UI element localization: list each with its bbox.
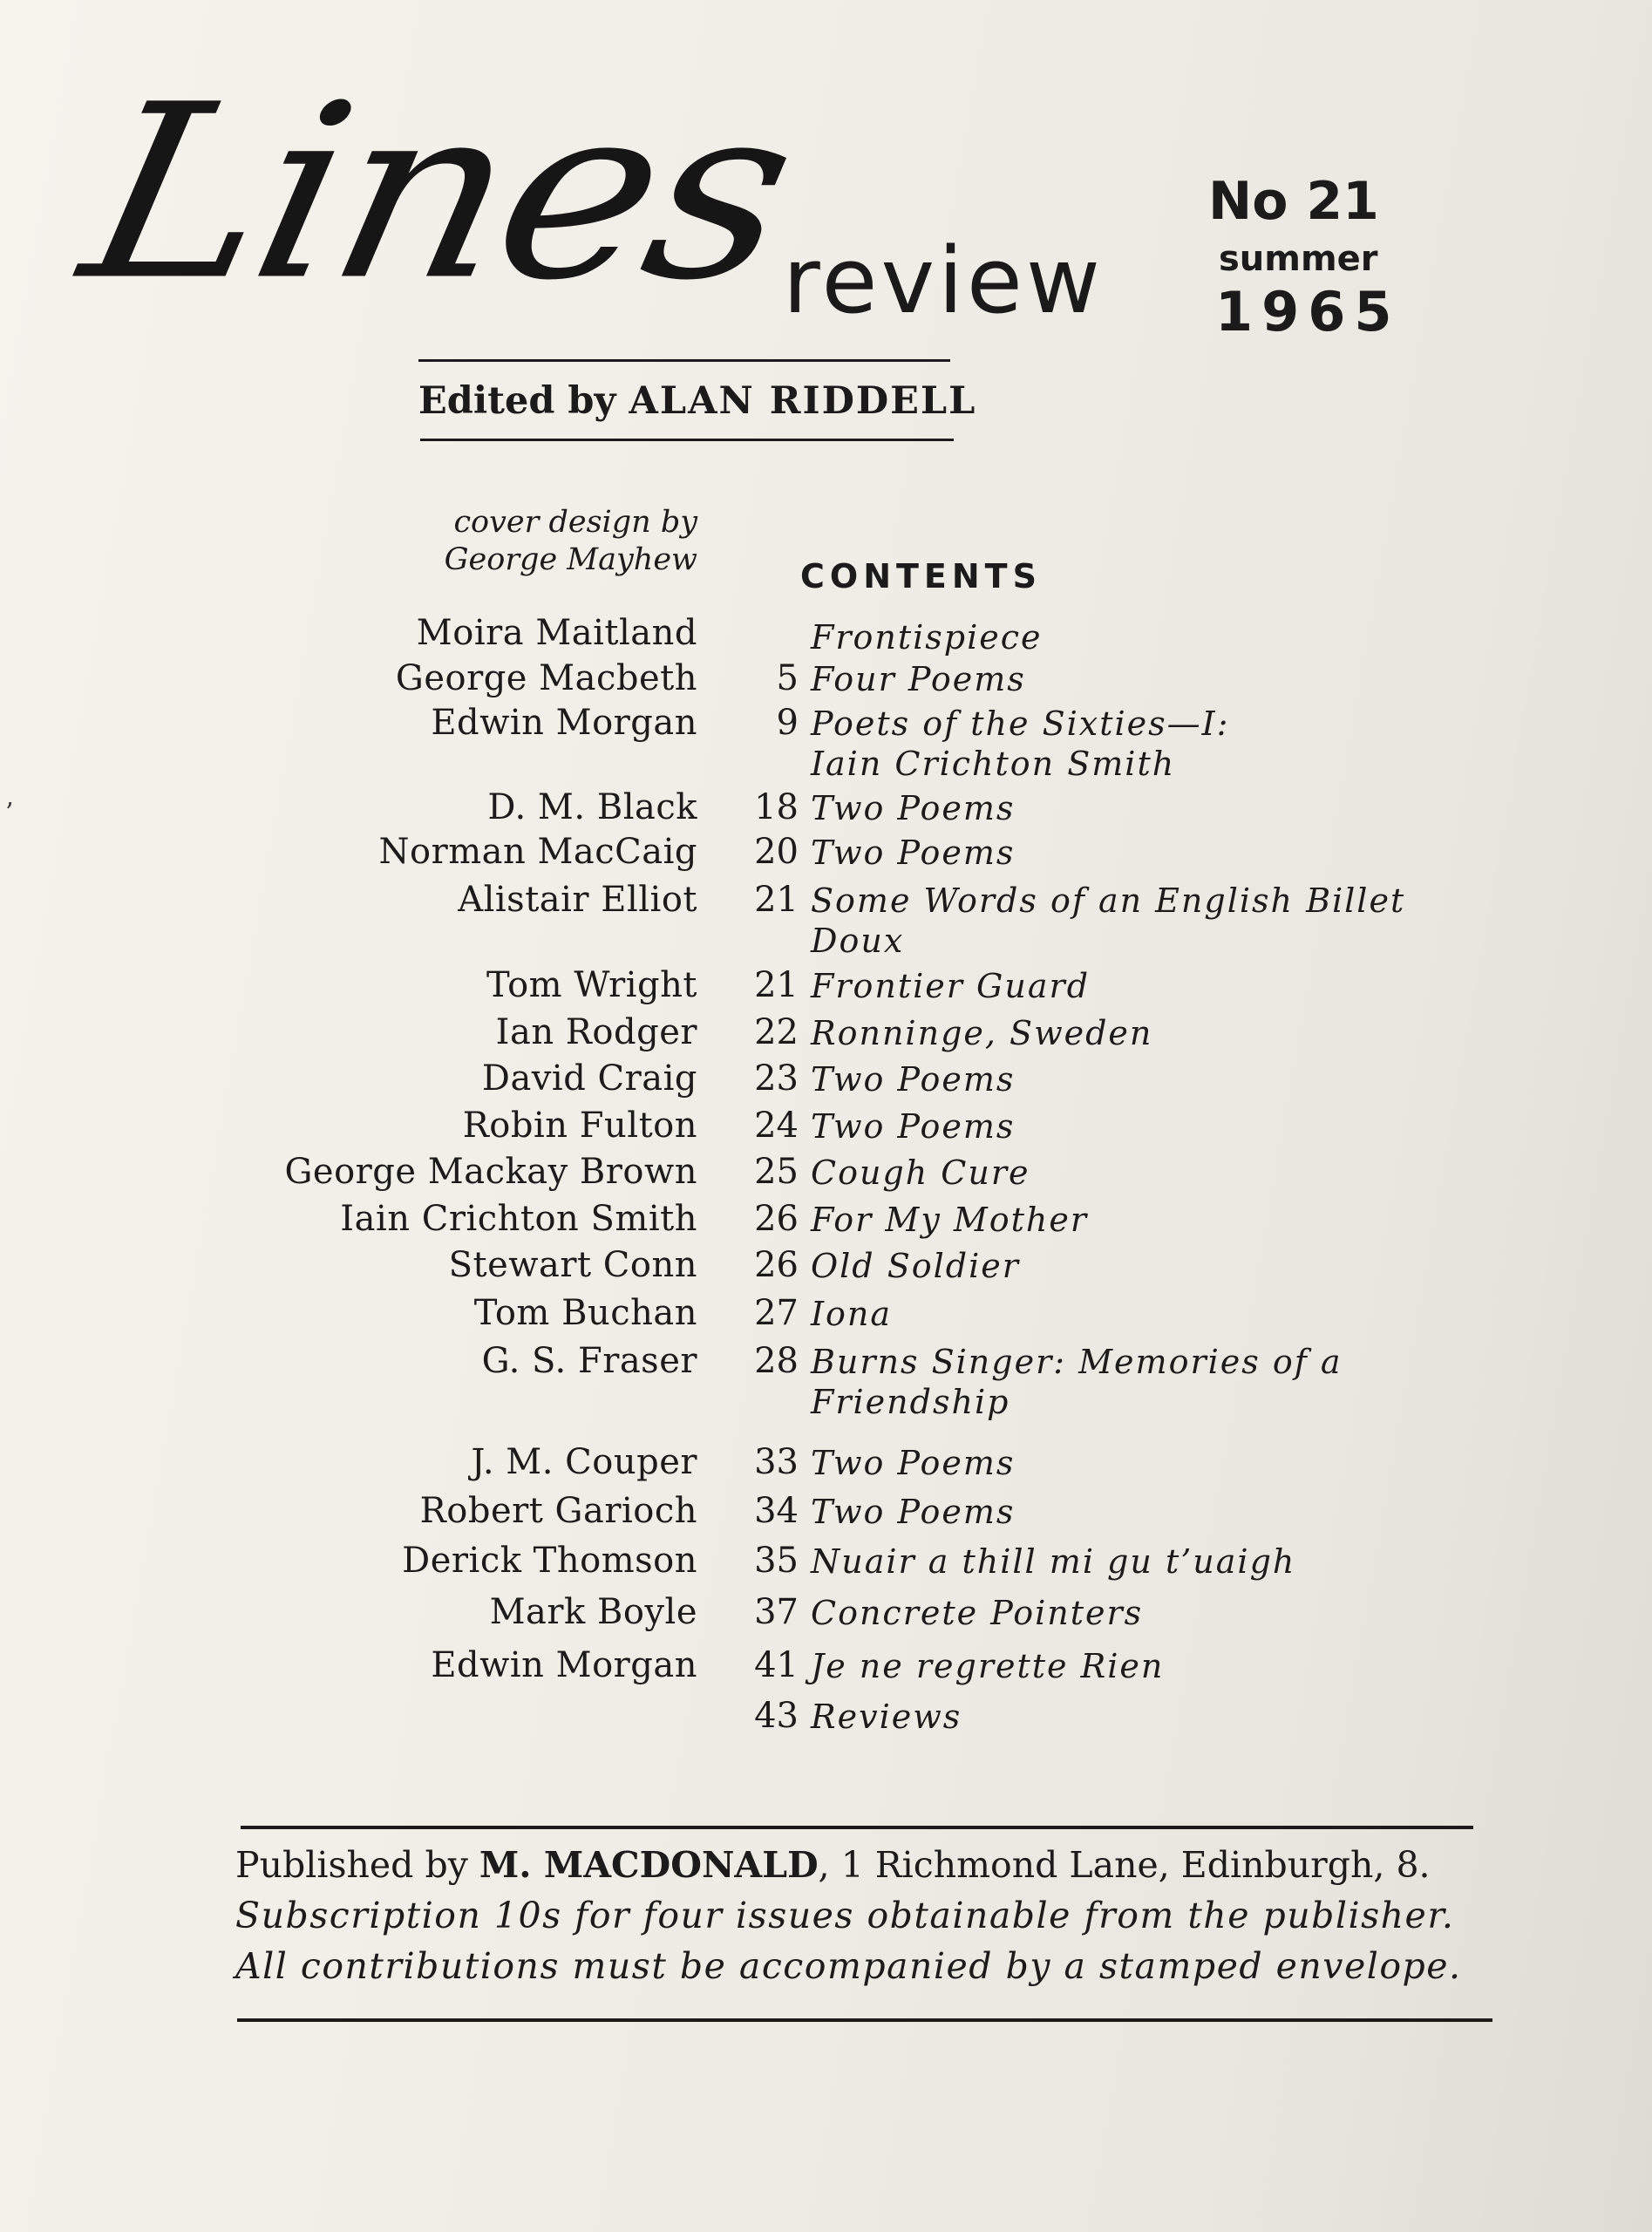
toc-author: Robin Fulton bbox=[462, 1106, 697, 1146]
toc-author: Norman MacCaig bbox=[378, 832, 697, 872]
toc-author: George Mackay Brown bbox=[284, 1152, 697, 1192]
toc-page: 25 bbox=[754, 1152, 799, 1192]
toc-page: 34 bbox=[754, 1491, 799, 1531]
issue-year: 1965 bbox=[1215, 280, 1401, 344]
toc-title-continued: Iain Crichton Smith bbox=[811, 745, 1176, 783]
toc-title: For My Mother bbox=[811, 1201, 1089, 1239]
toc-title: Two Poems bbox=[811, 1493, 1016, 1531]
toc-title-continued: Friendship bbox=[811, 1383, 1010, 1421]
toc-author: Tom Wright bbox=[486, 965, 697, 1005]
toc-author: J. M. Couper bbox=[471, 1442, 697, 1482]
editor-name: ALAN RIDDELL bbox=[629, 379, 977, 423]
toc-page: 43 bbox=[754, 1696, 799, 1736]
toc-page: 21 bbox=[754, 965, 799, 1005]
toc-page: 35 bbox=[754, 1541, 799, 1581]
toc-author: Ian Rodger bbox=[495, 1012, 697, 1052]
toc-title: Reviews bbox=[811, 1698, 962, 1736]
toc-title: Poets of the Sixties—I: bbox=[811, 704, 1230, 743]
cover-design-credit bbox=[410, 504, 697, 579]
toc-title-continued: Doux bbox=[811, 922, 905, 960]
toc-row bbox=[0, 610, 1652, 656]
toc-author: Moira Maitland bbox=[416, 613, 697, 653]
toc-title: Cough Cure bbox=[811, 1153, 1030, 1192]
contributions-line: All contributions must be accompanied by a stamped envelope. bbox=[235, 1945, 1462, 1987]
toc-title: Ronninge, Sweden bbox=[811, 1014, 1153, 1052]
toc-row bbox=[0, 1242, 1652, 1288]
toc-author: D. M. Black bbox=[487, 787, 697, 827]
toc-page: 28 bbox=[754, 1341, 799, 1381]
toc-page: 21 bbox=[754, 880, 799, 920]
cover-credit-line-1: cover design by bbox=[453, 505, 697, 540]
toc-page: 26 bbox=[754, 1199, 799, 1239]
editor-top-rule bbox=[418, 359, 950, 362]
toc-row bbox=[0, 1056, 1652, 1101]
toc-row bbox=[0, 1010, 1652, 1055]
toc-author: Derick Thomson bbox=[402, 1541, 697, 1581]
toc-author: Edwin Morgan bbox=[431, 703, 697, 743]
toc-page: 20 bbox=[754, 832, 799, 872]
toc-page: 41 bbox=[754, 1645, 799, 1685]
toc-title: Some Words of an English Billet bbox=[811, 881, 1406, 920]
toc-row bbox=[0, 1338, 1652, 1421]
toc-author: Mark Boyle bbox=[489, 1592, 697, 1632]
toc-page: 37 bbox=[754, 1592, 799, 1632]
cover-credit-line-2: George Mayhew bbox=[444, 542, 697, 577]
toc-row bbox=[0, 1693, 1652, 1739]
toc-author: George Macbeth bbox=[395, 658, 697, 698]
toc-page: 18 bbox=[754, 787, 799, 827]
toc-author: G. S. Fraser bbox=[481, 1341, 697, 1381]
masthead-logo: Lines bbox=[64, 52, 812, 333]
toc-row bbox=[0, 1290, 1652, 1336]
toc-row bbox=[0, 1149, 1652, 1194]
toc-page: 22 bbox=[754, 1012, 799, 1052]
toc-title: Nuair a thill mi gu t’uaigh bbox=[811, 1542, 1296, 1581]
subscription-line: Subscription 10s for four issues obtainable from the publisher. bbox=[235, 1895, 1455, 1936]
toc-title: Two Poems bbox=[811, 789, 1016, 827]
toc-author: Tom Buchan bbox=[473, 1293, 697, 1333]
issue-season: summer bbox=[1219, 239, 1378, 279]
toc-author: Robert Garioch bbox=[419, 1491, 697, 1531]
editor-credit bbox=[418, 375, 977, 427]
publisher-name: M. MACDONALD bbox=[479, 1844, 819, 1886]
toc-page: 23 bbox=[754, 1058, 799, 1099]
toc-row bbox=[0, 1439, 1652, 1485]
toc-title: Je ne regrette Rien bbox=[811, 1647, 1165, 1685]
toc-title: Frontier Guard bbox=[811, 967, 1091, 1005]
publisher-line bbox=[235, 1840, 1491, 1890]
toc-author: Edwin Morgan bbox=[431, 1645, 697, 1685]
toc-title: Concrete Pointers bbox=[811, 1594, 1144, 1632]
toc-row bbox=[0, 1643, 1652, 1688]
editor-prefix: Edited by bbox=[418, 379, 616, 423]
toc-row bbox=[0, 963, 1652, 1008]
toc-row bbox=[0, 1488, 1652, 1534]
toc-page: 26 bbox=[754, 1245, 799, 1285]
toc-title: Two Poems bbox=[811, 834, 1016, 872]
toc-title: Frontispiece bbox=[811, 618, 1043, 657]
toc-title: Two Poems bbox=[811, 1444, 1016, 1482]
toc-author: David Craig bbox=[481, 1058, 697, 1099]
toc-author: Iain Crichton Smith bbox=[340, 1199, 697, 1239]
toc-row bbox=[0, 1196, 1652, 1242]
toc-row bbox=[0, 1103, 1652, 1148]
masthead-review-word: review bbox=[783, 228, 1104, 334]
toc-title: Two Poems bbox=[811, 1060, 1016, 1099]
toc-author: Stewart Conn bbox=[448, 1245, 697, 1285]
published-by-label: Published by bbox=[235, 1844, 468, 1886]
toc-page: 5 bbox=[776, 658, 799, 698]
toc-title: Old Soldier bbox=[811, 1247, 1020, 1285]
toc-row bbox=[0, 1538, 1652, 1583]
toc-row bbox=[0, 785, 1652, 830]
toc-page: 27 bbox=[754, 1293, 799, 1333]
toc-row bbox=[0, 656, 1652, 701]
margin-mark: ’ bbox=[5, 798, 14, 828]
toc-row bbox=[0, 829, 1652, 874]
toc-title: Four Poems bbox=[811, 660, 1026, 698]
toc-title: Burns Singer: Memories of a bbox=[811, 1343, 1343, 1381]
toc-title: Iona bbox=[811, 1295, 893, 1333]
issue-number: No 21 bbox=[1208, 171, 1379, 232]
editor-bottom-rule bbox=[420, 439, 954, 441]
publisher-footer bbox=[235, 1840, 1491, 1991]
toc-row bbox=[0, 1589, 1652, 1635]
footer-top-rule bbox=[241, 1826, 1473, 1829]
toc-page: 24 bbox=[754, 1106, 799, 1146]
toc-row bbox=[0, 877, 1652, 960]
toc-page: 33 bbox=[754, 1442, 799, 1482]
contents-heading: CONTENTS bbox=[800, 557, 1042, 595]
toc-author: Alistair Elliot bbox=[458, 880, 697, 920]
toc-title: Two Poems bbox=[811, 1107, 1016, 1146]
publisher-address: , 1 Richmond Lane, Edinburgh, 8. bbox=[818, 1844, 1431, 1886]
toc-row bbox=[0, 700, 1652, 783]
footer-bottom-rule bbox=[237, 2018, 1492, 2022]
toc-page: 9 bbox=[776, 703, 799, 743]
